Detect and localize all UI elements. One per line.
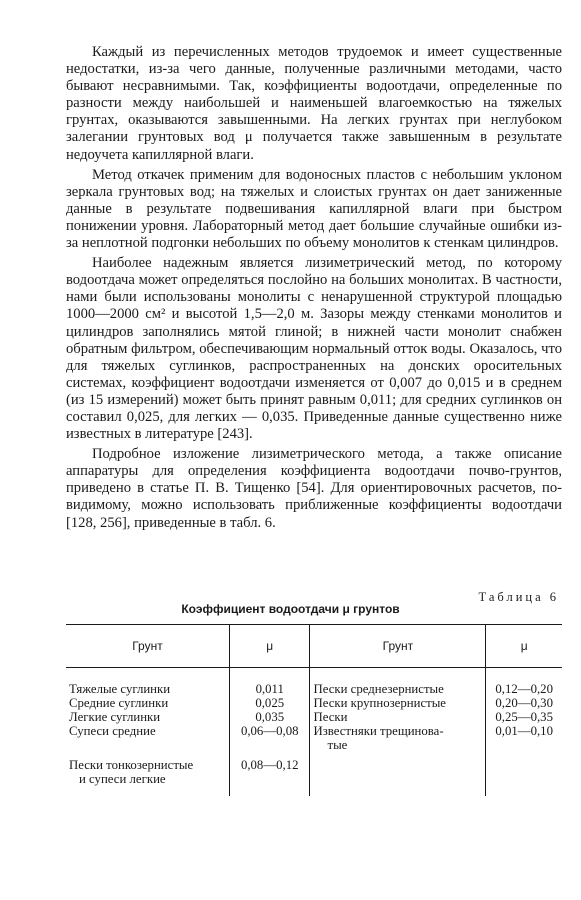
mu-value: 0,025 [255, 696, 285, 710]
empty-cell [310, 786, 486, 796]
table-number: Таблица 6 [478, 590, 559, 604]
paragraph-3: Наиболее надежным является лизиметрический метод, по которому водоотдача может определяться послойно на больших монолитах. В частности, нами были использованы монолиты с ненарушенной структурой площадью 1000—2000 см² и высотой 1,5—2,0 м. Зазоры между стенками монолитов и цилиндров заполнялись мятой глиной; в нижней части монолит снабжен обратным фильтром, обеспечивающим нормальный отток воды. Оказалось, что для тяжелых суглинков, распространенных на донских оросительных системах, коэффициент водоотдачи изменяется от 0,007 до 0,015 и в среднем (из 15 измерений) может быть принят равным 0,011; для средних суглинков он составил 0,025, для легких — 0,035. Приведенные данные существенно ниже известных в литературе [243]. [66, 255, 562, 443]
table-header-row [66, 625, 562, 668]
soil-name: Пески тонкозернистые [69, 758, 194, 772]
mu-value: 0,25—0,35 [495, 710, 553, 724]
table-title: Коэффициент водоотдачи μ грунтов [181, 602, 400, 616]
soil-name: Пески [313, 710, 348, 724]
soil-cell [310, 668, 486, 753]
soil-name: Известняки трещинова- [313, 724, 444, 738]
mu-cell [229, 668, 310, 753]
table-row [66, 752, 562, 786]
mu-cell [486, 668, 562, 753]
soil-name: Средние суглинки [69, 696, 169, 710]
soil-yield-table [66, 624, 562, 796]
soil-name: Супеси средние [69, 724, 156, 738]
soil-name: Легкие суглинки [69, 710, 161, 724]
empty-cell [486, 752, 562, 786]
soil-name: тые [327, 738, 348, 752]
empty-cell [310, 752, 486, 786]
soil-name: и супеси легкие [79, 772, 166, 786]
body-text [66, 44, 562, 535]
header-mu-right: μ [486, 625, 562, 668]
soil-name: Пески крупнозернистые [313, 696, 446, 710]
header-soil-right: Грунт [310, 625, 486, 668]
mu-value: 0,06—0,08 [240, 724, 299, 738]
mu-cell [229, 752, 310, 786]
mu-value: 0,08—0,12 [240, 758, 299, 772]
soil-cell [66, 752, 229, 786]
empty-cell [229, 786, 310, 796]
header-mu-left: μ [229, 625, 310, 668]
mu-value: 0,12—0,20 [495, 682, 553, 696]
soil-cell [66, 668, 229, 753]
header-soil-left: Грунт [66, 625, 229, 668]
paragraph-2: Метод откачек применим для водоносных пластов с небольшим уклоном зеркала грунтовых вод; на тяжелых и слоистых грунтах он дает заниженные данные в результате подвешивания капиллярной влаги при быстром понижении уровня. Лабораторный метод дает большие случайные ошибки из-за неплотной подгонки небольших по объему монолитов к стенкам цилиндров. [66, 166, 562, 252]
paragraph-4: Подробное изложение лизиметрического метода, а также описание аппаратуры для определения коэффициента водоотдачи почво-грунтов, приведено в статье П. В. Тищенко [54]. Для ориентировочных расчетов, по-видимому, можно использовать приближенные коэффициенты водоотдачи [128, 256], приведенные в табл. 6. [66, 446, 562, 531]
empty-cell [486, 786, 562, 796]
table-row [66, 668, 562, 753]
soil-name: Тяжелые суглинки [69, 682, 171, 696]
soil-name: Пески среднезернистые [313, 682, 444, 696]
mu-value: 0,01—0,10 [495, 724, 553, 738]
paragraph-1: Каждый из перечисленных методов трудоемок и имеет существенные недостатки, из-за чего данные, полученные различными методами, часто бывают несравнимыми. Так, коэффициенты водоотдачи, определенные по разности между наибольшей и наименьшей влагоемкостью на тяжелых грунтах, оказываются завышенными. На легких грунтах при неглубоком залегании грунтовых вод μ получается также завышенным в результате недоучета капиллярной влаги. [66, 44, 562, 163]
mu-value: 0,011 [255, 682, 284, 696]
table-spacer-row [66, 786, 562, 796]
mu-value: 0,035 [255, 710, 285, 724]
empty-cell [66, 786, 229, 796]
mu-value: 0,20—0,30 [495, 696, 553, 710]
